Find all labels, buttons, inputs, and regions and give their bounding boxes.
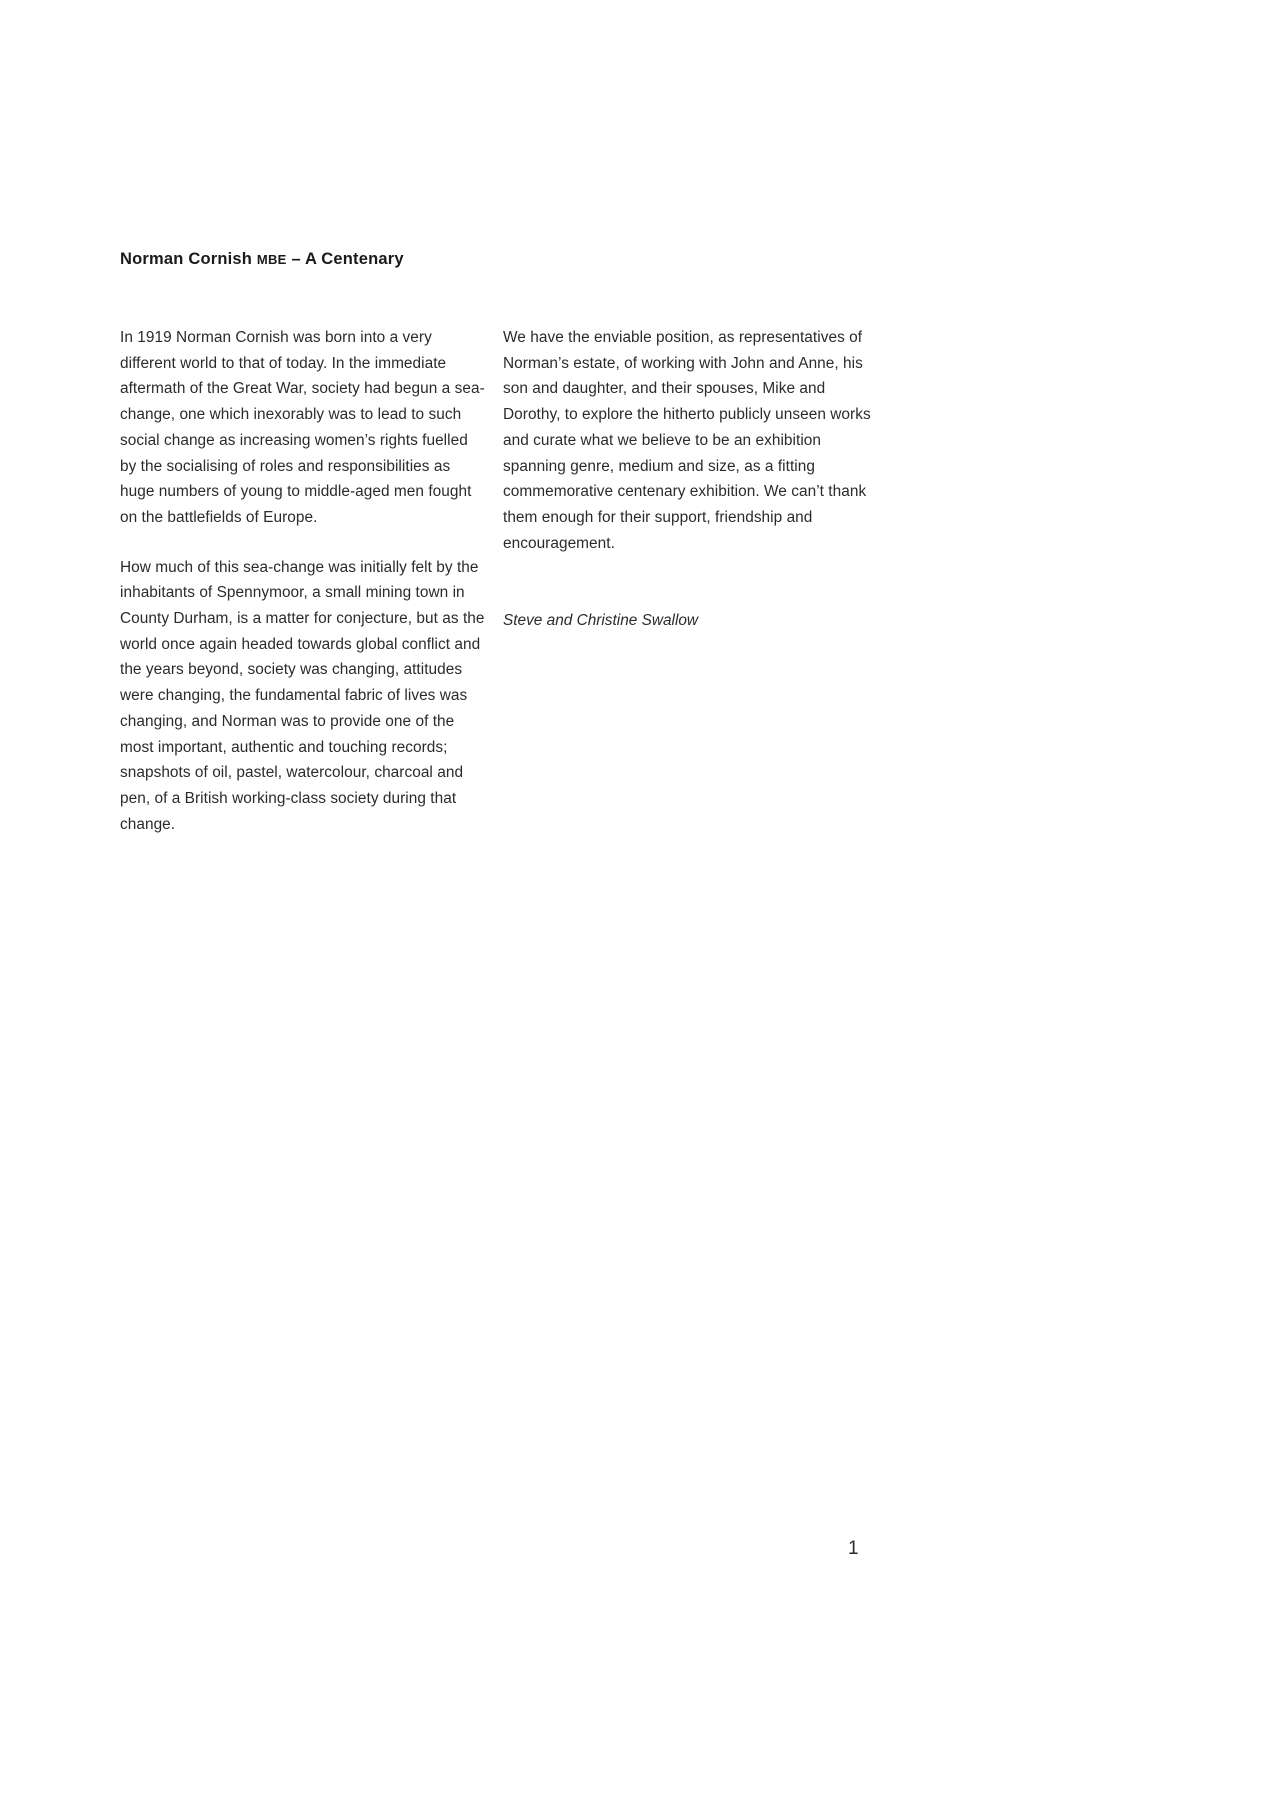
page-title	[120, 250, 404, 269]
page-title-suffix: – A Centenary	[286, 250, 404, 268]
page-title-prefix: Norman Cornish	[120, 250, 257, 268]
signature-line: Steve and Christine Swallow	[503, 612, 699, 630]
left-column	[120, 325, 485, 837]
right-column	[503, 325, 883, 634]
page-number: 1	[848, 1538, 859, 1559]
left-paragraph-2: How much of this sea-change was initially felt by the inhabitants of Spennymoor, a small mining town in County Durham, is a matter for conjecture, but as the world once again headed towards global conflict and the years beyond, society was changing, attitudes were changing, the fundamental fabric of lives was changing, and Norman was to provide one of the most important, authentic and touching records; snapshots of oil, pastel, watercolour, charcoal and pen, of a British working-class society during that change.	[120, 558, 485, 833]
page-title-smallcaps: MBE	[256, 252, 287, 267]
right-paragraph-1: We have the enviable position, as representatives of Norman’s estate, of working with John and Anne, his son and daughter, and their spouses, Mike and Dorothy, to explore the hitherto publicly unseen works and curate what we believe to be an exhibition spanning genre, medium and size, as a fitting commemorative centenary exhibition. We can’t thank them enough for their support, friendship and encouragement.	[503, 329, 871, 552]
left-paragraph-1: In 1919 Norman Cornish was born into a very different world to that of today. In the immediate aftermath of the Great War, society had begun a sea-change, one which inexorably was to lead to such social change as increasing women’s rights fuelled by the socialising of roles and responsibilities as huge numbers of young to middle-aged men fought on the battlefields of Europe.	[120, 329, 485, 526]
